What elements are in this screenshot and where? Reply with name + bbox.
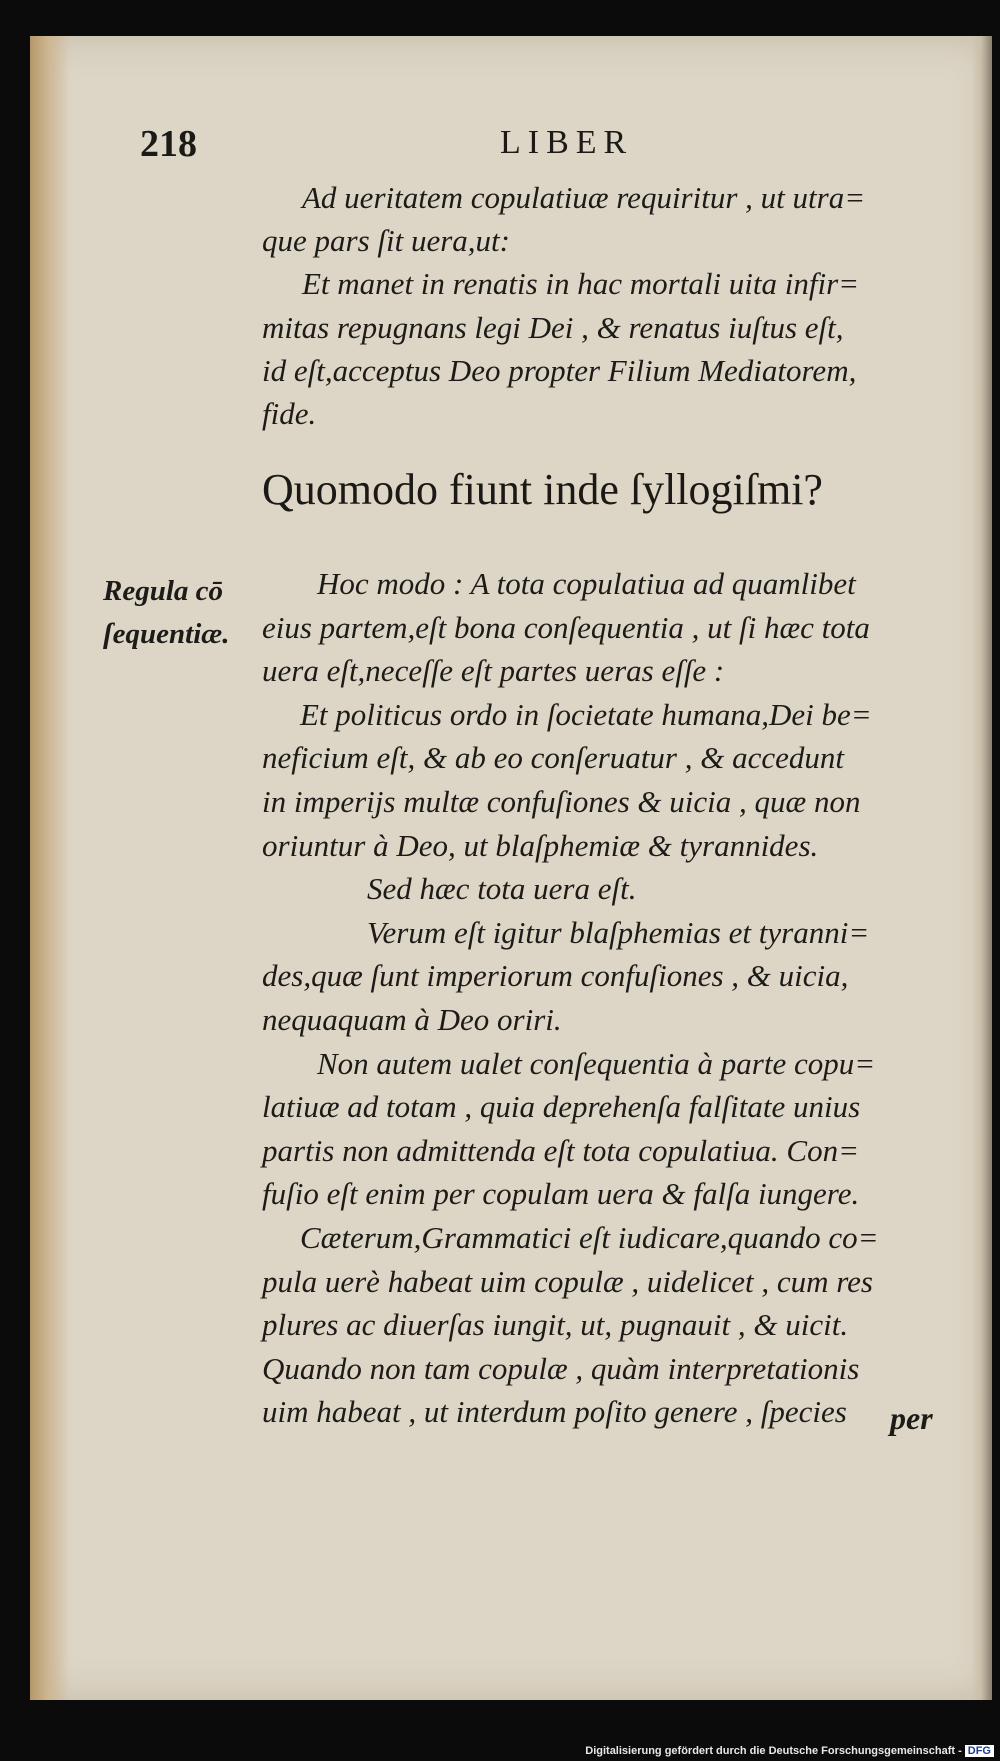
- text-line: mitas repugnans legi Dei , & renatus iuſtus eſt,: [262, 309, 844, 345]
- text-line: Quando non tam copulæ , quàm interpretationis: [262, 1350, 860, 1386]
- text-line: Sed hæc tota uera eſt.: [367, 871, 637, 907]
- text-line: Non autem ualet conſequentia à parte copu=: [317, 1045, 876, 1081]
- text-line: fide.: [262, 396, 317, 432]
- text-line: fuſio eſt enim per copulam uera & falſa iungere.: [262, 1176, 860, 1212]
- text-line: id eſt,acceptus Deo propter Filium Mediatorem,: [262, 352, 857, 388]
- margin-note-line: Regula cō: [103, 575, 224, 607]
- text-line: pula uerè habeat uim copulæ , uidelicet , cum res: [262, 1263, 873, 1299]
- text-line: nequaquam à Deo oriri.: [262, 1001, 562, 1037]
- text-line: partis non admittenda eſt tota copulatiua. Con=: [262, 1132, 859, 1168]
- text-line: in imperijs multæ confuſiones & uicia , quæ non: [262, 783, 861, 819]
- text-line: Et manet in renatis in hac mortali uita infir=: [302, 266, 860, 302]
- text-line: que pars ſit uera,ut:: [262, 223, 510, 259]
- margin-note: [103, 570, 229, 656]
- text-line: neficium eſt, & ab eo conſeruatur , & accedunt: [262, 740, 844, 776]
- margin-note-line: ſequentiæ.: [103, 618, 230, 650]
- text-line: Hoc modo : A tota copulatiua ad quamlibet: [317, 566, 856, 601]
- text-line: Ad ueritatem copulatiuæ requiritur , ut utra=: [302, 180, 866, 215]
- text-line: oriuntur à Deo, ut blaſphemiæ & tyrannides.: [262, 827, 819, 863]
- text-line: Verum eſt igitur blaſphemias et tyranni=: [367, 914, 870, 950]
- page-fore-edge: [972, 36, 992, 1700]
- text-line: latiuæ ad totam , quia deprehenſa falſitate unius: [262, 1089, 861, 1125]
- section-heading: Quomodo fiunt inde ſyllogiſmi?: [262, 465, 823, 514]
- digitization-credit: [585, 1745, 994, 1757]
- page-number: 218: [140, 123, 197, 165]
- catchword: per: [890, 1400, 933, 1436]
- text-line: des,quæ ſunt imperiorum confuſiones , & uicia,: [262, 958, 849, 994]
- text-block-2: [262, 562, 952, 1434]
- dfg-logo: DFG: [965, 1745, 994, 1757]
- text-line: eius partem,eſt bona conſequentia , ut ſi hæc tota: [262, 609, 870, 645]
- credit-text: Digitalisierung gefördert durch die Deutsche Forschungsgemeinschaft -: [585, 1745, 962, 1757]
- text-line: uim habeat , ut interdum poſito genere , ſpecies: [262, 1394, 847, 1430]
- text-line: Et politicus ordo in ſocietate humana,Dei be=: [300, 696, 872, 732]
- running-head: LIBER: [500, 124, 634, 161]
- text-line: Cæterum,Grammatici eſt iudicare,quando co=: [300, 1219, 879, 1255]
- text-line: uera eſt,neceſſe eſt partes ueras eſſe :: [262, 653, 725, 689]
- page-gutter-shadow: [30, 36, 70, 1700]
- text-block-1: [262, 176, 952, 435]
- text-line: plures ac diuerſas iungit, ut, pugnauit , & uicit.: [262, 1307, 849, 1343]
